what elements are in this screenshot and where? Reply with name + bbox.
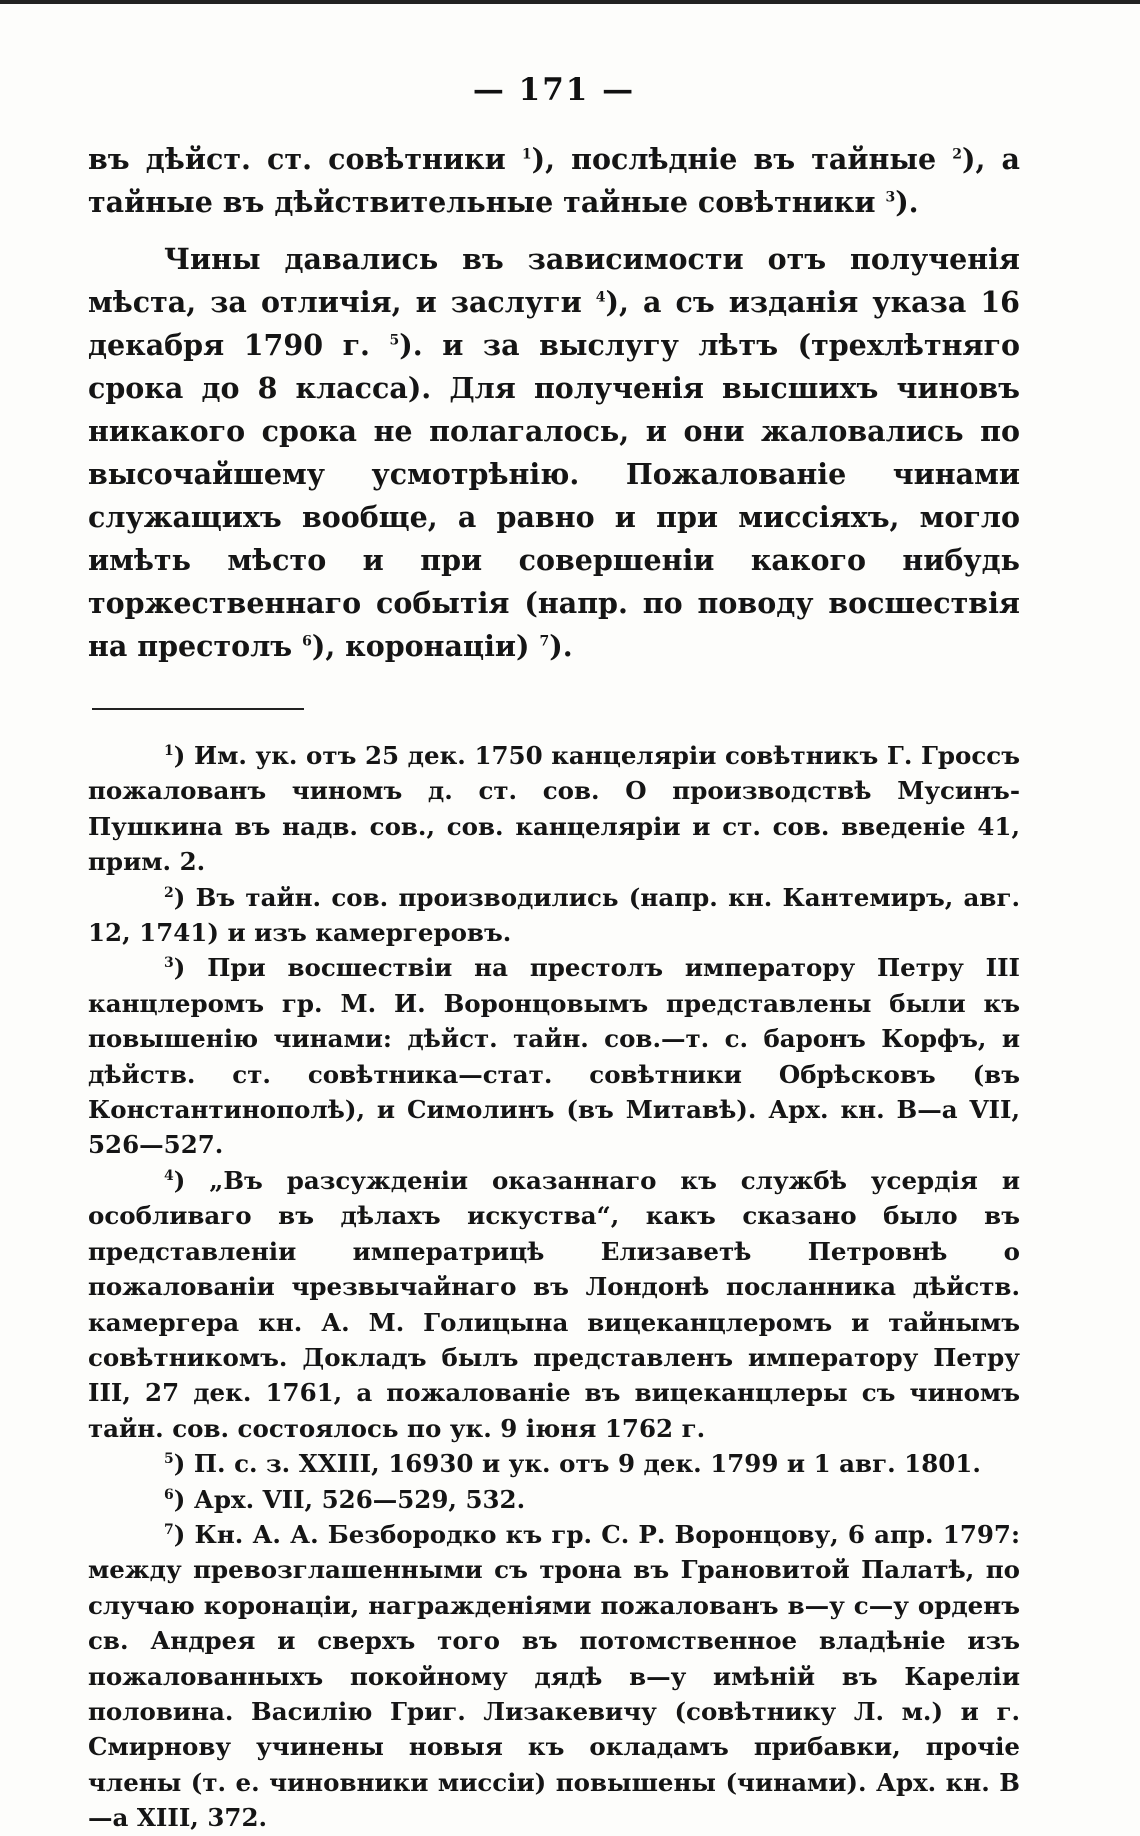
footnote-number: 1 bbox=[164, 742, 174, 759]
footnote-ref[interactable]: 5 bbox=[389, 332, 400, 349]
footnote bbox=[88, 1517, 1020, 1836]
footnote-separator bbox=[92, 708, 304, 710]
page-number: — 171 — bbox=[472, 72, 636, 108]
text-run: въ дѣйст. ст. совѣтники bbox=[88, 142, 522, 176]
footnote-ref[interactable]: 1 bbox=[521, 146, 532, 163]
footnote-number: 3 bbox=[164, 955, 174, 972]
footnote-ref[interactable]: 6 bbox=[302, 633, 312, 650]
top-border-line bbox=[0, 0, 1140, 4]
footnote-number: 2 bbox=[164, 884, 174, 901]
footnote bbox=[88, 880, 1020, 951]
book-page bbox=[88, 60, 1020, 1836]
footnote bbox=[88, 738, 1020, 880]
footnote bbox=[88, 950, 1020, 1162]
footnote-ref[interactable]: 2 bbox=[952, 146, 962, 163]
footnote-text: ) Въ тайн. сов. производились (напр. кн. Кантемиръ, авг. 12, 1741) и изъ камергеровъ. bbox=[88, 882, 1020, 948]
footnote-ref[interactable]: 7 bbox=[539, 633, 550, 650]
paragraph-1 bbox=[88, 138, 1020, 224]
text-run: ), послѣдніе въ тайные bbox=[531, 142, 953, 176]
footnote-text: ) П. с. з. XXIII, 16930 и ук. отъ 9 дек. 1799 и 1 авг. 1801. bbox=[173, 1449, 981, 1479]
text-run: ), коронаціи) bbox=[311, 629, 540, 663]
footnote-text: ) Арх. VII, 526—529, 532. bbox=[173, 1484, 526, 1514]
paragraph-2 bbox=[88, 238, 1020, 668]
footnote-number: 5 bbox=[164, 1450, 174, 1467]
footnote-number: 7 bbox=[164, 1521, 174, 1538]
text-run: ), а съ изданія указа 16 декабря 1790 г. bbox=[88, 285, 1020, 362]
footnote bbox=[88, 1482, 1020, 1517]
footnote-ref[interactable]: 3 bbox=[885, 189, 896, 206]
text-run: ). bbox=[549, 629, 573, 663]
text-run: ). и за выслугу лѣтъ (трехлѣтняго срока до 8 класса). Для полученія высшихъ чиновъ никакого срока не полагалось, и они жаловались по высочайшему усмотрѣнію. Пожалованіе чинами служащихъ вообще, а равно и при миссіяхъ, могло имѣть мѣсто и при совершеніи какого нибудь торжественнаго событія (напр. по поводу восшествія на престолъ bbox=[88, 328, 1020, 663]
footnote bbox=[88, 1446, 1020, 1481]
footnote-number: 4 bbox=[164, 1167, 174, 1184]
main-text bbox=[88, 138, 1020, 668]
footnote-text: ) При восшествіи на престолъ императору Петру III канцлеромъ гр. М. И. Воронцовымъ представлены были къ повышенію чинами: дѣйст. тайн. сов.—т. с. баронъ Корфъ, и дѣйств. ст. совѣтника—стат. совѣтники Обрѣсковъ (въ Константинополѣ), и Симолинъ (въ Митавѣ). Арх. кн. В—а VII, 526—527. bbox=[88, 953, 1020, 1160]
footnotes bbox=[88, 738, 1020, 1836]
footnote-text: ) „Въ разсужденіи оказаннаго къ службѣ усердія и особливаго въ дѣлахъ искуства“, какъ сказано было въ представленіи императрицѣ Елизаветѣ Петровнѣ о пожалованіи чрезвычайнаго въ Лондонѣ посланника дѣйств. камергера кн. А. М. Голицына вицеканцлеромъ и тайнымъ совѣтникомъ. Докладъ былъ представленъ императору Петру III, 27 дек. 1761, а пожалованіе въ вицеканцлеры съ чиномъ тайн. сов. состоялось по ук. 9 іюня 1762 г. bbox=[88, 1165, 1020, 1443]
footnote bbox=[88, 1163, 1020, 1446]
footnote-text: ) Кн. А. А. Безбородко къ гр. С. Р. Воронцову, 6 апр. 1797: между превозглашенными съ трона въ Грановитой Палатѣ, по случаю коронаціи, награжденіями пожалованъ в—у с—у орденъ св. Андрея и сверхъ того въ потомственное владѣніе изъ пожалованныхъ покойному дядѣ в—у имѣній въ Кареліи половина. Василію Григ. Лизакевичу (совѣтнику Л. м.) и г. Смирнову учинены новыя къ окладамъ прибавки, прочіе члены (т. е. чиновники миссіи) повышены (чинами). Арх. кн. В—а XIII, 372. bbox=[88, 1519, 1020, 1833]
footnote-number: 6 bbox=[164, 1486, 174, 1503]
text-run: ). bbox=[895, 185, 919, 219]
text-run: ), а тайные въ дѣйствительные тайные совѣтники bbox=[88, 142, 1021, 219]
footnote-ref[interactable]: 4 bbox=[595, 289, 606, 306]
text-run: Чины давались въ зависимости отъ полученія мѣста, за отличія, и заслуги bbox=[88, 242, 1020, 319]
footnote-text: ) Им. ук. отъ 25 дек. 1750 канцеляріи совѣтникъ Г. Гроссъ пожалованъ чиномъ д. ст. сов. О производствѣ Мусинъ-Пушкина въ надв. сов., сов. канцеляріи и ст. сов. введеніе 41, прим. 2. bbox=[88, 741, 1020, 877]
